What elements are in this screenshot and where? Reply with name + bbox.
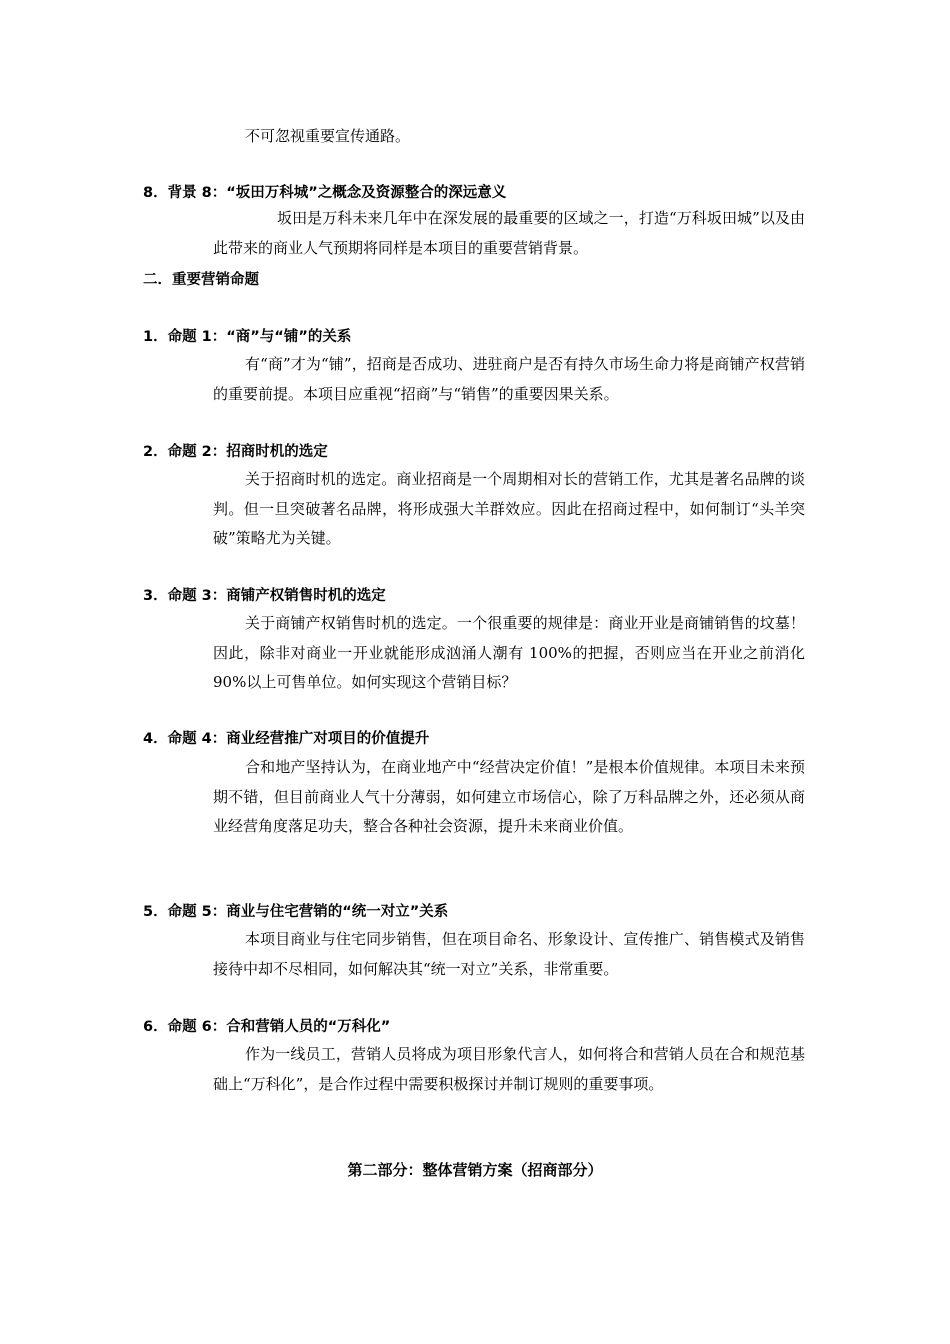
proposition-4-body: 合和地产坚持认为，在商业地产中“经营决定价值！”是根本价值规律。本项目未来预期不错，但目前商业人气十分薄弱，如何建立市场信心，除了万科品牌之外，还必须从商业经营角度落足功夫，整合各种社会资源，提升未来商业价值。 xyxy=(213,758,805,835)
proposition-1-body: 有“商”才为“铺”，招商是否成功、进驻商户是否有持久市场生命力将是商铺产权营销的重要前提。本项目应重视“招商”与“销售”的重要因果关系。 xyxy=(213,355,805,403)
background-8-heading: 8．背景 8：“坂田万科城”之概念及资源整合的深远意义 xyxy=(143,185,507,201)
proposition-4-heading: 4．命题 4：商业经营推广对项目的价值提升 xyxy=(143,731,430,747)
proposition-6-heading: 6．命题 6：合和营销人员的“万科化” xyxy=(143,1019,391,1035)
proposition-5-body: 本项目商业与住宅同步销售，但在项目命名、形象设计、宣传推广、销售模式及销售接待中却不尽相同，如何解决其“统一对立”关系，非常重要。 xyxy=(213,930,805,978)
continuation-text: 不可忽视重要宣传通路。 xyxy=(245,127,411,145)
proposition-3-body: 关于商铺产权销售时机的选定。一个很重要的规律是：商业开业是商铺销售的坟墓！因此，除非对商业一开业就能形成汹涌人潮有 100%的把握，否则应当在开业之前消化 90%以上可售单位。如何实现这个营销目标？ xyxy=(213,614,805,691)
part-2-title: 第二部分：整体营销方案（招商部分） xyxy=(347,1161,603,1179)
background-8-body: 坂田是万科未来几年中在深发展的最重要的区域之一，打造“万科坂田城”以及由此带来的商业人气预期将同样是本项目的重要营销背景。 xyxy=(213,209,805,257)
proposition-3-heading: 3．命题 3：商铺产权销售时机的选定 xyxy=(143,588,386,604)
section-2-heading: 二．重要营销命题 xyxy=(143,272,259,288)
proposition-1-heading: 1．命题 1：“商”与“铺”的关系 xyxy=(143,329,352,345)
proposition-2-body: 关于招商时机的选定。商业招商是一个周期相对长的营销工作，尤其是著名品牌的谈判。但一旦突破著名品牌，将形成强大羊群效应。因此在招商过程中，如何制订“头羊突破”策略尤为关键。 xyxy=(213,470,805,547)
proposition-6-body: 作为一线员工，营销人员将成为项目形象代言人，如何将合和营销人员在合和规范基础上“万科化”，是合作过程中需要积极探讨并制订规则的重要事项。 xyxy=(213,1045,805,1093)
proposition-2-heading: 2．命题 2：招商时机的选定 xyxy=(143,444,328,460)
proposition-5-heading: 5．命题 5：商业与住宅营销的“统一对立”关系 xyxy=(143,904,449,920)
